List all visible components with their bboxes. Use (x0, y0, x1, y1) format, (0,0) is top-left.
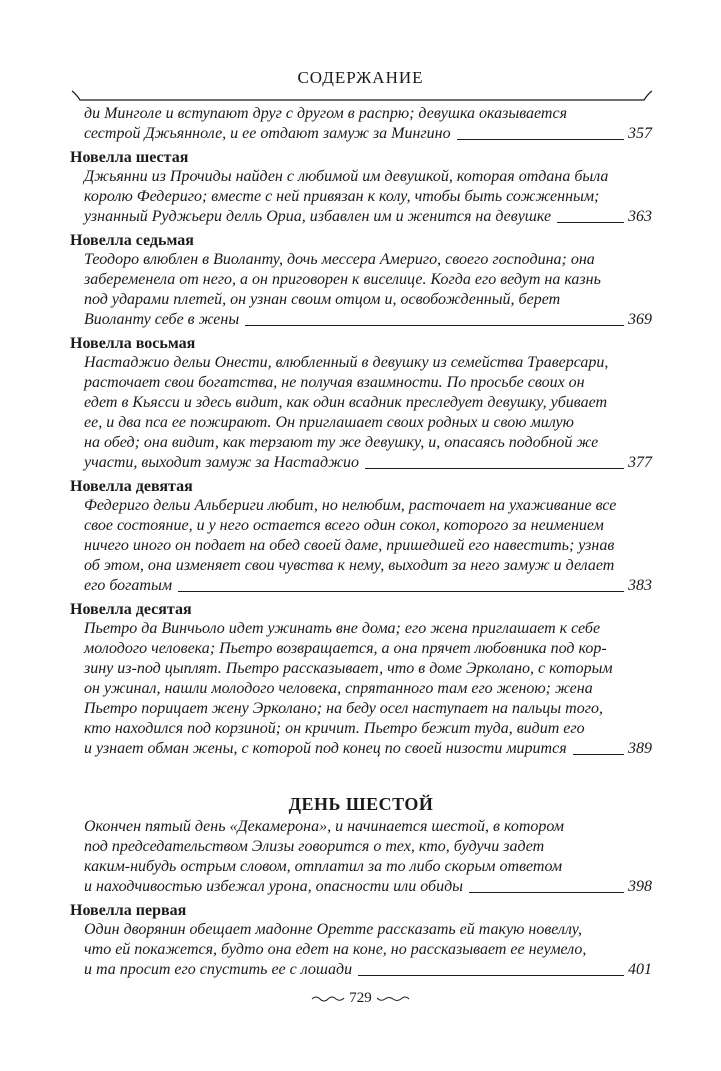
description-line: и узнает обман жены, с которой под конец по своей низости мирится (84, 740, 567, 757)
toc-entry-novella-6 (70, 149, 652, 227)
header-ornamental-rule (70, 89, 654, 103)
entry-title: Новелла седьмая (70, 232, 194, 249)
dot-leader (358, 974, 624, 976)
description-line: ее, и два пса ее пожирают. Он приглашает своих родных и свою милую (84, 414, 574, 431)
entry-title: Новелла восьмая (70, 335, 196, 352)
description-last-line (84, 739, 652, 759)
page-number: 369 (628, 311, 652, 328)
description-line: кто находился под корзиной; он кричит. Пьетро бежит туда, видит его (84, 720, 585, 737)
description-line: расточает свои богатства, не получая взаимности. По просьбе своих он (84, 374, 585, 391)
toc-entry-novella-10 (70, 601, 652, 759)
section-heading: ДЕНЬ ШЕСТОЙ (288, 794, 434, 814)
entry-description (70, 250, 652, 330)
contents-list (70, 104, 652, 980)
description-line: зину из-под цыплят. Пьетро рассказывает, что в доме Эрколано, с которым (84, 660, 613, 677)
entry-title: Новелла шестая (70, 149, 189, 166)
toc-entry-novella-8 (70, 335, 652, 473)
description-line: и находчивостью избежал урона, опасности или обиды (84, 878, 464, 895)
right-flourish-icon (376, 994, 410, 1004)
entry-description (70, 817, 652, 897)
description-last-line (84, 453, 652, 473)
page-number: 389 (628, 740, 652, 757)
description-line: каким-нибудь острым словом, отплатил за то либо скорым ответом (84, 858, 563, 875)
description-line: молодого человека; Пьетро возвращается, а она прячет любовника под кор- (84, 640, 607, 657)
description-line: Федериго дельи Альбериги любит, но нелюбим, расточает на ухаживание все (84, 497, 617, 514)
description-line: Джьянни из Прочиды найден с любимой им девушкой, которая отдана была (84, 168, 609, 185)
toc-entry-continuation (70, 104, 652, 144)
description-line: что ей покажется, будто она едет на коне, но рассказывает ее неумело, (84, 941, 587, 958)
description-line: сестрой Джьянноле, и ее отдают замуж за Мингино (84, 125, 451, 142)
description-line: Виоланту себе в жены (84, 311, 240, 328)
entry-description (70, 496, 652, 596)
dot-leader (245, 324, 624, 326)
left-flourish-icon (311, 994, 345, 1004)
entry-description (70, 920, 652, 980)
description-line: под председательством Элизы говорится о тех, кто, будучи задет (84, 838, 545, 855)
description-line: Теодоро влюблен в Виоланту, дочь мессера Америго, своего господина; она (84, 251, 595, 268)
description-line: Настаджио дельи Онести, влюбленный в девушку из семейства Траверсари, (84, 354, 609, 371)
dot-leader (469, 891, 624, 893)
page-number: 377 (628, 454, 652, 471)
entry-title: Новелла десятая (70, 601, 192, 618)
entry-description (70, 167, 652, 227)
toc-entry-novella-1 (70, 902, 652, 980)
description-line: под ударами плетей, он узнан своим отцом и, освобожденный, берет (84, 291, 561, 308)
dot-leader (178, 590, 624, 592)
description-line: участи, выходит замуж за Настаджио (84, 454, 359, 471)
toc-entry-novella-9 (70, 478, 652, 596)
description-line: об этом, она изменяет свои чувства к нему, выходит за него замуж и делает (84, 557, 615, 574)
description-line: королю Федериго; вместе с ней привязан к колу, чтобы быть сожженным; (84, 188, 600, 205)
toc-entry-day-intro (70, 817, 652, 897)
description-last-line (84, 207, 652, 227)
running-header: СОДЕРЖАНИЕ (297, 68, 424, 87)
description-line: едет в Кьясси и здесь видит, как один всадник преследует девушку, убивает (84, 394, 608, 411)
description-line: свое состояние, и у него остается всего один сокол, которого за неимением (84, 517, 604, 534)
description-last-line (84, 124, 652, 144)
page-number: 398 (628, 878, 652, 895)
description-last-line (84, 576, 652, 596)
page-footer (0, 990, 721, 1007)
description-last-line (84, 960, 652, 980)
dot-leader (573, 753, 624, 755)
entry-title: Новелла первая (70, 902, 187, 919)
entry-title: Новелла девятая (70, 478, 193, 495)
description-line: узнанный Руджьери делль Ориа, избавлен им и женится на девушке (84, 208, 552, 225)
dot-leader (557, 221, 624, 223)
entry-description (70, 619, 652, 759)
description-last-line (84, 310, 652, 330)
page-number: 401 (628, 961, 652, 978)
page-number: 357 (628, 125, 652, 142)
description-line: забеременела от него, а он приговорен к виселице. Когда его ведут на казнь (84, 271, 601, 288)
description-line: его богатым (84, 577, 173, 594)
entry-description (70, 353, 652, 473)
folio-page-number: 729 (349, 990, 372, 1006)
description-line: Пьетро порицает жену Эрколано; на беду осел наступает на пальцы того, (84, 700, 603, 717)
dot-leader (365, 467, 624, 469)
description-line: Окончен пятый день «Декамерона», и начинается шестой, в котором (84, 818, 564, 835)
description-line: Один дворянин обещает мадонне Оретте рассказать ей такую новеллу, (84, 921, 583, 938)
description-line: ди Минголе и вступают друг с другом в распрю; девушка оказывается (84, 105, 568, 122)
description-line: на обед; она видит, как терзают ту же девушку, и, опасаясь подобной же (84, 434, 599, 451)
description-line: ничего иного он подает на обед своей даме, пришедшей его навестить; узнав (84, 537, 615, 554)
description-last-line (84, 877, 652, 897)
description-line: и та просит его спустить ее с лошади (84, 961, 353, 978)
page-number: 383 (628, 577, 652, 594)
entry-description (70, 104, 652, 144)
page-number: 363 (628, 208, 652, 225)
description-line: он ужинал, нашли молодого человека, спрятанного там его женою; жена (84, 680, 593, 697)
dot-leader (457, 138, 624, 140)
toc-entry-novella-7 (70, 232, 652, 330)
description-line: Пьетро да Винчьоло идет ужинать вне дома; его жена приглашает к себе (84, 620, 601, 637)
